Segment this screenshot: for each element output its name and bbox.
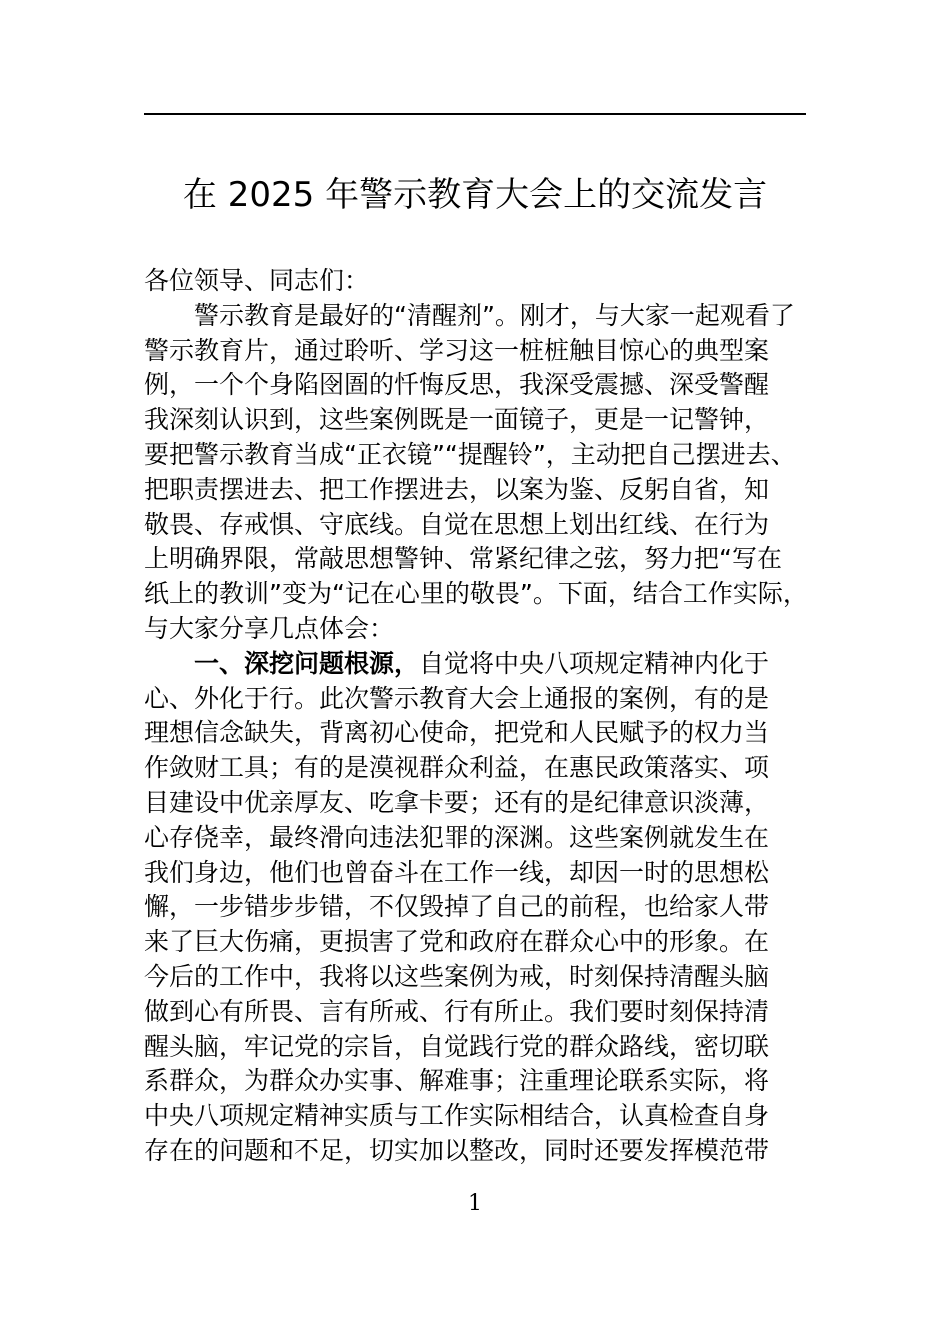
paragraph-line: 警示教育片，通过聆听、学习这一桩桩触目惊心的典型案 [144, 335, 770, 365]
page-number: 1 [468, 1191, 482, 1216]
paragraph-line: 做到心有所畏、言有所戒、行有所止。我们要时刻保持清 [144, 996, 770, 1026]
paragraph-line: 敬畏、存戒惧、守底线。自觉在思想上划出红线、在行为 [144, 509, 770, 539]
salutation: 各位领导、同志们： [144, 266, 370, 295]
paragraph-line: 我们身边，他们也曾奋斗在工作一线，却因一时的思想松 [144, 857, 770, 887]
paragraph-line: 与大家分享几点体会： [144, 613, 395, 643]
paragraph-line: 来了巨大伤痛，更损害了党和政府在群众心中的形象。在 [144, 927, 770, 957]
section-heading-continuation: 自觉将中央八项规定精神内化于 [419, 648, 770, 678]
paragraph-line: 警示教育是最好的“清醒剂”。刚才，与大家一起观看了 [194, 300, 795, 330]
paragraph-line: 理想信念缺失，背离初心使命，把党和人民赋予的权力当 [144, 718, 770, 748]
paragraph-line: 心、外化于行。此次警示教育大会上通报的案例，有的是 [144, 683, 770, 713]
header-rule [144, 113, 806, 115]
document-title: 在 2025 年警示教育大会上的交流发言 [182, 175, 768, 215]
paragraph-line: 目建设中优亲厚友、吃拿卡要；还有的是纪律意识淡薄， [144, 787, 770, 817]
paragraph-line: 醒头脑，牢记党的宗旨，自觉践行党的群众路线，密切联 [144, 1031, 770, 1061]
paragraph-line: 我深刻认识到，这些案例既是一面镜子，更是一记警钟， [144, 405, 770, 435]
paragraph-line: 心存侥幸，最终滑向违法犯罪的深渊。这些案例就发生在 [144, 822, 770, 852]
paragraph-line: 系群众，为群众办实事、解难事；注重理论联系实际，将 [144, 1066, 770, 1096]
document-body [144, 264, 834, 1169]
section-heading: 一、深挖问题根源， [194, 648, 420, 678]
paragraph-line: 例，一个个身陷囹圄的忏悔反思，我深受震撼、深受警醒 [144, 370, 770, 400]
paragraph-line: 懈，一步错步步错，不仅毁掉了自己的前程，也给家人带 [144, 892, 770, 922]
paragraph-section-one [144, 647, 834, 1169]
paragraph-line: 今后的工作中，我将以这些案例为戒，时刻保持清醒头脑 [144, 961, 770, 991]
paragraph-line: 中央八项规定精神实质与工作实际相结合，认真检查自身 [144, 1101, 770, 1131]
paragraph-line: 要把警示教育当成“正衣镜”“提醒铃”，主动把自己摆进去、 [144, 439, 796, 469]
paragraph-line [144, 647, 834, 682]
paragraph-line: 作敛财工具；有的是漠视群众利益，在惠民政策落实、项 [144, 753, 770, 783]
paragraph-line: 把职责摆进去、把工作摆进去，以案为鉴、反躬自省，知 [144, 474, 770, 504]
paragraph-line: 存在的问题和不足，切实加以整改，同时还要发挥模范带 [144, 1135, 770, 1165]
paragraph-line: 上明确界限，常敲思想警钟、常紧纪律之弦，努力把“写在 [144, 544, 782, 574]
paragraph-line: 纸上的教训”变为“记在心里的敬畏”。下面，结合工作实际， [144, 579, 808, 609]
paragraph-intro [144, 299, 834, 647]
